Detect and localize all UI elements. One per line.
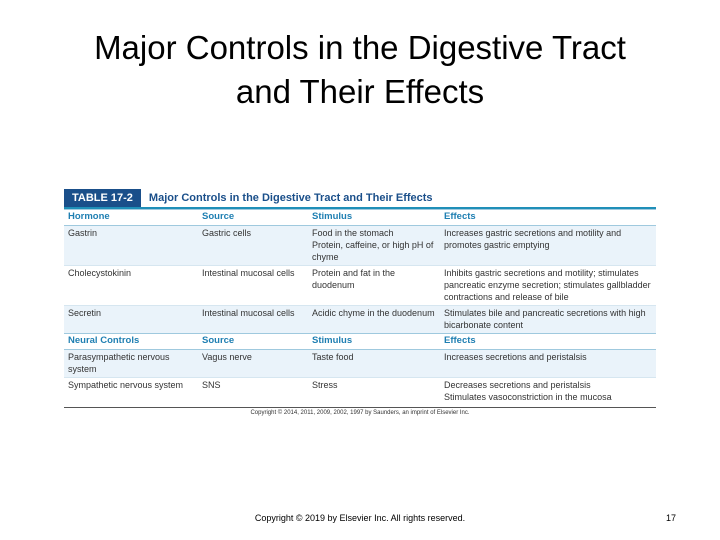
table-cell: Stress bbox=[312, 380, 338, 390]
column-header: Hormone bbox=[64, 210, 198, 226]
page-number: 17 bbox=[665, 513, 676, 523]
table-cell: Intestinal mucosal cells bbox=[198, 306, 308, 334]
table-cell: Vagus nerve bbox=[198, 350, 308, 378]
slide-title bbox=[0, 26, 720, 114]
table-credit: Copyright © 2014, 2011, 2009, 2002, 1997 by Saunders, an imprint of Elsevier Inc. bbox=[250, 410, 470, 416]
table-cell: Parasympathetic nervous system bbox=[64, 350, 198, 378]
table-cell: Cholecystokinin bbox=[64, 266, 198, 306]
table-cell: Stimulates bile and pancreatic secretions with high bicarbonate content bbox=[440, 306, 656, 334]
column-header: Stimulus bbox=[308, 334, 440, 350]
slide-title-line-2: and Their Effects bbox=[235, 73, 485, 110]
table-header-bar bbox=[64, 189, 656, 209]
table-row bbox=[64, 266, 656, 306]
column-header: Stimulus bbox=[308, 210, 440, 226]
table-cell: Gastrin bbox=[64, 226, 198, 266]
table-cell: Food in the stomach Protein, caffeine, or high pH of chyme bbox=[308, 226, 440, 266]
table-cell: Taste food bbox=[308, 350, 440, 378]
table-row bbox=[64, 378, 656, 406]
table-title: Major Controls in the Digestive Tract and Their Effects bbox=[148, 192, 433, 204]
column-header: Effects bbox=[440, 334, 656, 350]
footer-copyright: Copyright © 2019 by Elsevier Inc. All rights reserved. bbox=[254, 513, 466, 523]
table-cell: Protein and fat in the duodenum bbox=[308, 266, 440, 306]
table-row bbox=[64, 306, 656, 334]
neural-header-row bbox=[64, 334, 656, 350]
table-label: TABLE 17-2 bbox=[64, 189, 141, 207]
table-cell: Gastric cells bbox=[198, 226, 308, 266]
table-cell: Acidic chyme in the duodenum bbox=[308, 306, 440, 334]
table-cell: Increases secretions and peristalsis bbox=[440, 350, 656, 378]
table-cell: Increases gastric secretions and motility and promotes gastric emptying bbox=[440, 226, 656, 266]
slide-title-line-1: Major Controls in the Digestive Tract bbox=[94, 29, 626, 66]
table-row bbox=[64, 350, 656, 378]
table-cell: Secretin bbox=[64, 306, 198, 334]
hormone-header-row bbox=[64, 210, 656, 226]
table-cell: Sympathetic nervous system bbox=[68, 380, 184, 390]
table-cell: Decreases secretions and peristalsis Stimulates vasoconstriction in the mucosa bbox=[444, 380, 612, 402]
column-header: Neural Controls bbox=[64, 334, 198, 350]
table-cell: Intestinal mucosal cells bbox=[198, 266, 308, 306]
controls-table bbox=[64, 189, 656, 416]
table-cell: SNS bbox=[202, 380, 221, 390]
table-cell: Inhibits gastric secretions and motility; stimulates pancreatic enzyme secretion; stimulates gallbladder contractions and release of bile bbox=[440, 266, 656, 306]
column-header: Effects bbox=[440, 210, 656, 226]
table-grid bbox=[64, 209, 656, 405]
column-header: Source bbox=[198, 334, 308, 350]
table-row bbox=[64, 226, 656, 266]
column-header: Source bbox=[198, 210, 308, 226]
table-bottom-rule bbox=[64, 407, 656, 408]
